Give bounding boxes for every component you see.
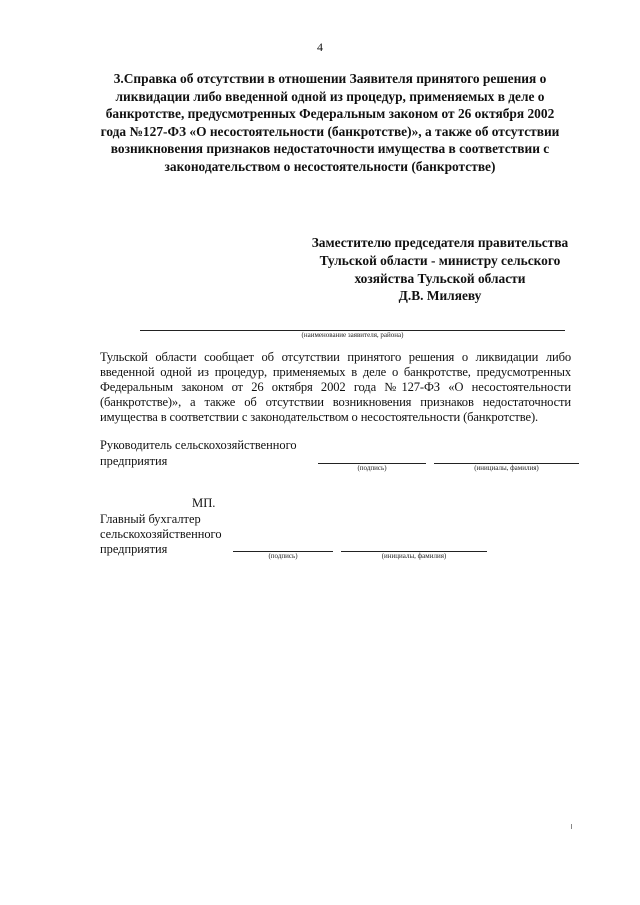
body-text: Тульской области сообщает об отсутствии принятого решения о ликвидации либо введенной одной из процедур, применяемых в деле о банкротстве, предусмотренных Федеральным законом от 26 октября 2002 года №127-ФЗ «О несостоятельности (банкротстве)», а также об отсутствии возникновения признаков недостаточности имущества в соответствии с законодательством о несостоятельности (банкротстве). bbox=[100, 350, 571, 424]
head-title-line-2: предприятия bbox=[100, 454, 168, 468]
accountant-signature-caption: (подпись) bbox=[268, 552, 298, 560]
head-title-line-1: Руководитель сельскохозяйственного bbox=[100, 438, 297, 452]
addressee-line-2: Тульской области - министру сельского bbox=[319, 252, 561, 268]
applicant-caption: (наименование заявителя, района) bbox=[301, 331, 404, 339]
accountant-name-caption: (инициалы, фамилия) bbox=[381, 552, 447, 560]
accountant-title-line-2: сельскохозяйственного bbox=[100, 527, 222, 541]
scan-mark bbox=[571, 824, 572, 829]
addressee-line-1: Заместителю председателя правительства bbox=[311, 235, 569, 250]
addressee-line-3: хозяйства Тульской области bbox=[354, 270, 526, 286]
stamp-place: МП. bbox=[192, 496, 216, 510]
accountant-title-line-1: Главный бухгалтер bbox=[100, 512, 201, 526]
head-name-caption: (инициалы, фамилия) bbox=[474, 464, 539, 472]
addressee-line-4: Д.В. Миляеву bbox=[398, 288, 482, 304]
document-title: 3.Справка об отсутствии в отношении Заявителя принятого решения о ликвидации либо введенной одной из процедур, применяемых в деле о банкротстве, предусмотренных Федеральным законом от 26 октября 2002 года №127-ФЗ «О несостоятельности (банкротстве)», а также об отсутствии возникновения признаков недостаточности имущества в соответствии с законодательством о несостоятельности (банкротстве) bbox=[100, 71, 560, 174]
head-signature-caption: (подпись) bbox=[357, 464, 387, 472]
addressee-block bbox=[295, 234, 585, 305]
accountant-title-line-3: предприятия bbox=[100, 542, 168, 556]
page-number: 4 bbox=[317, 40, 323, 54]
